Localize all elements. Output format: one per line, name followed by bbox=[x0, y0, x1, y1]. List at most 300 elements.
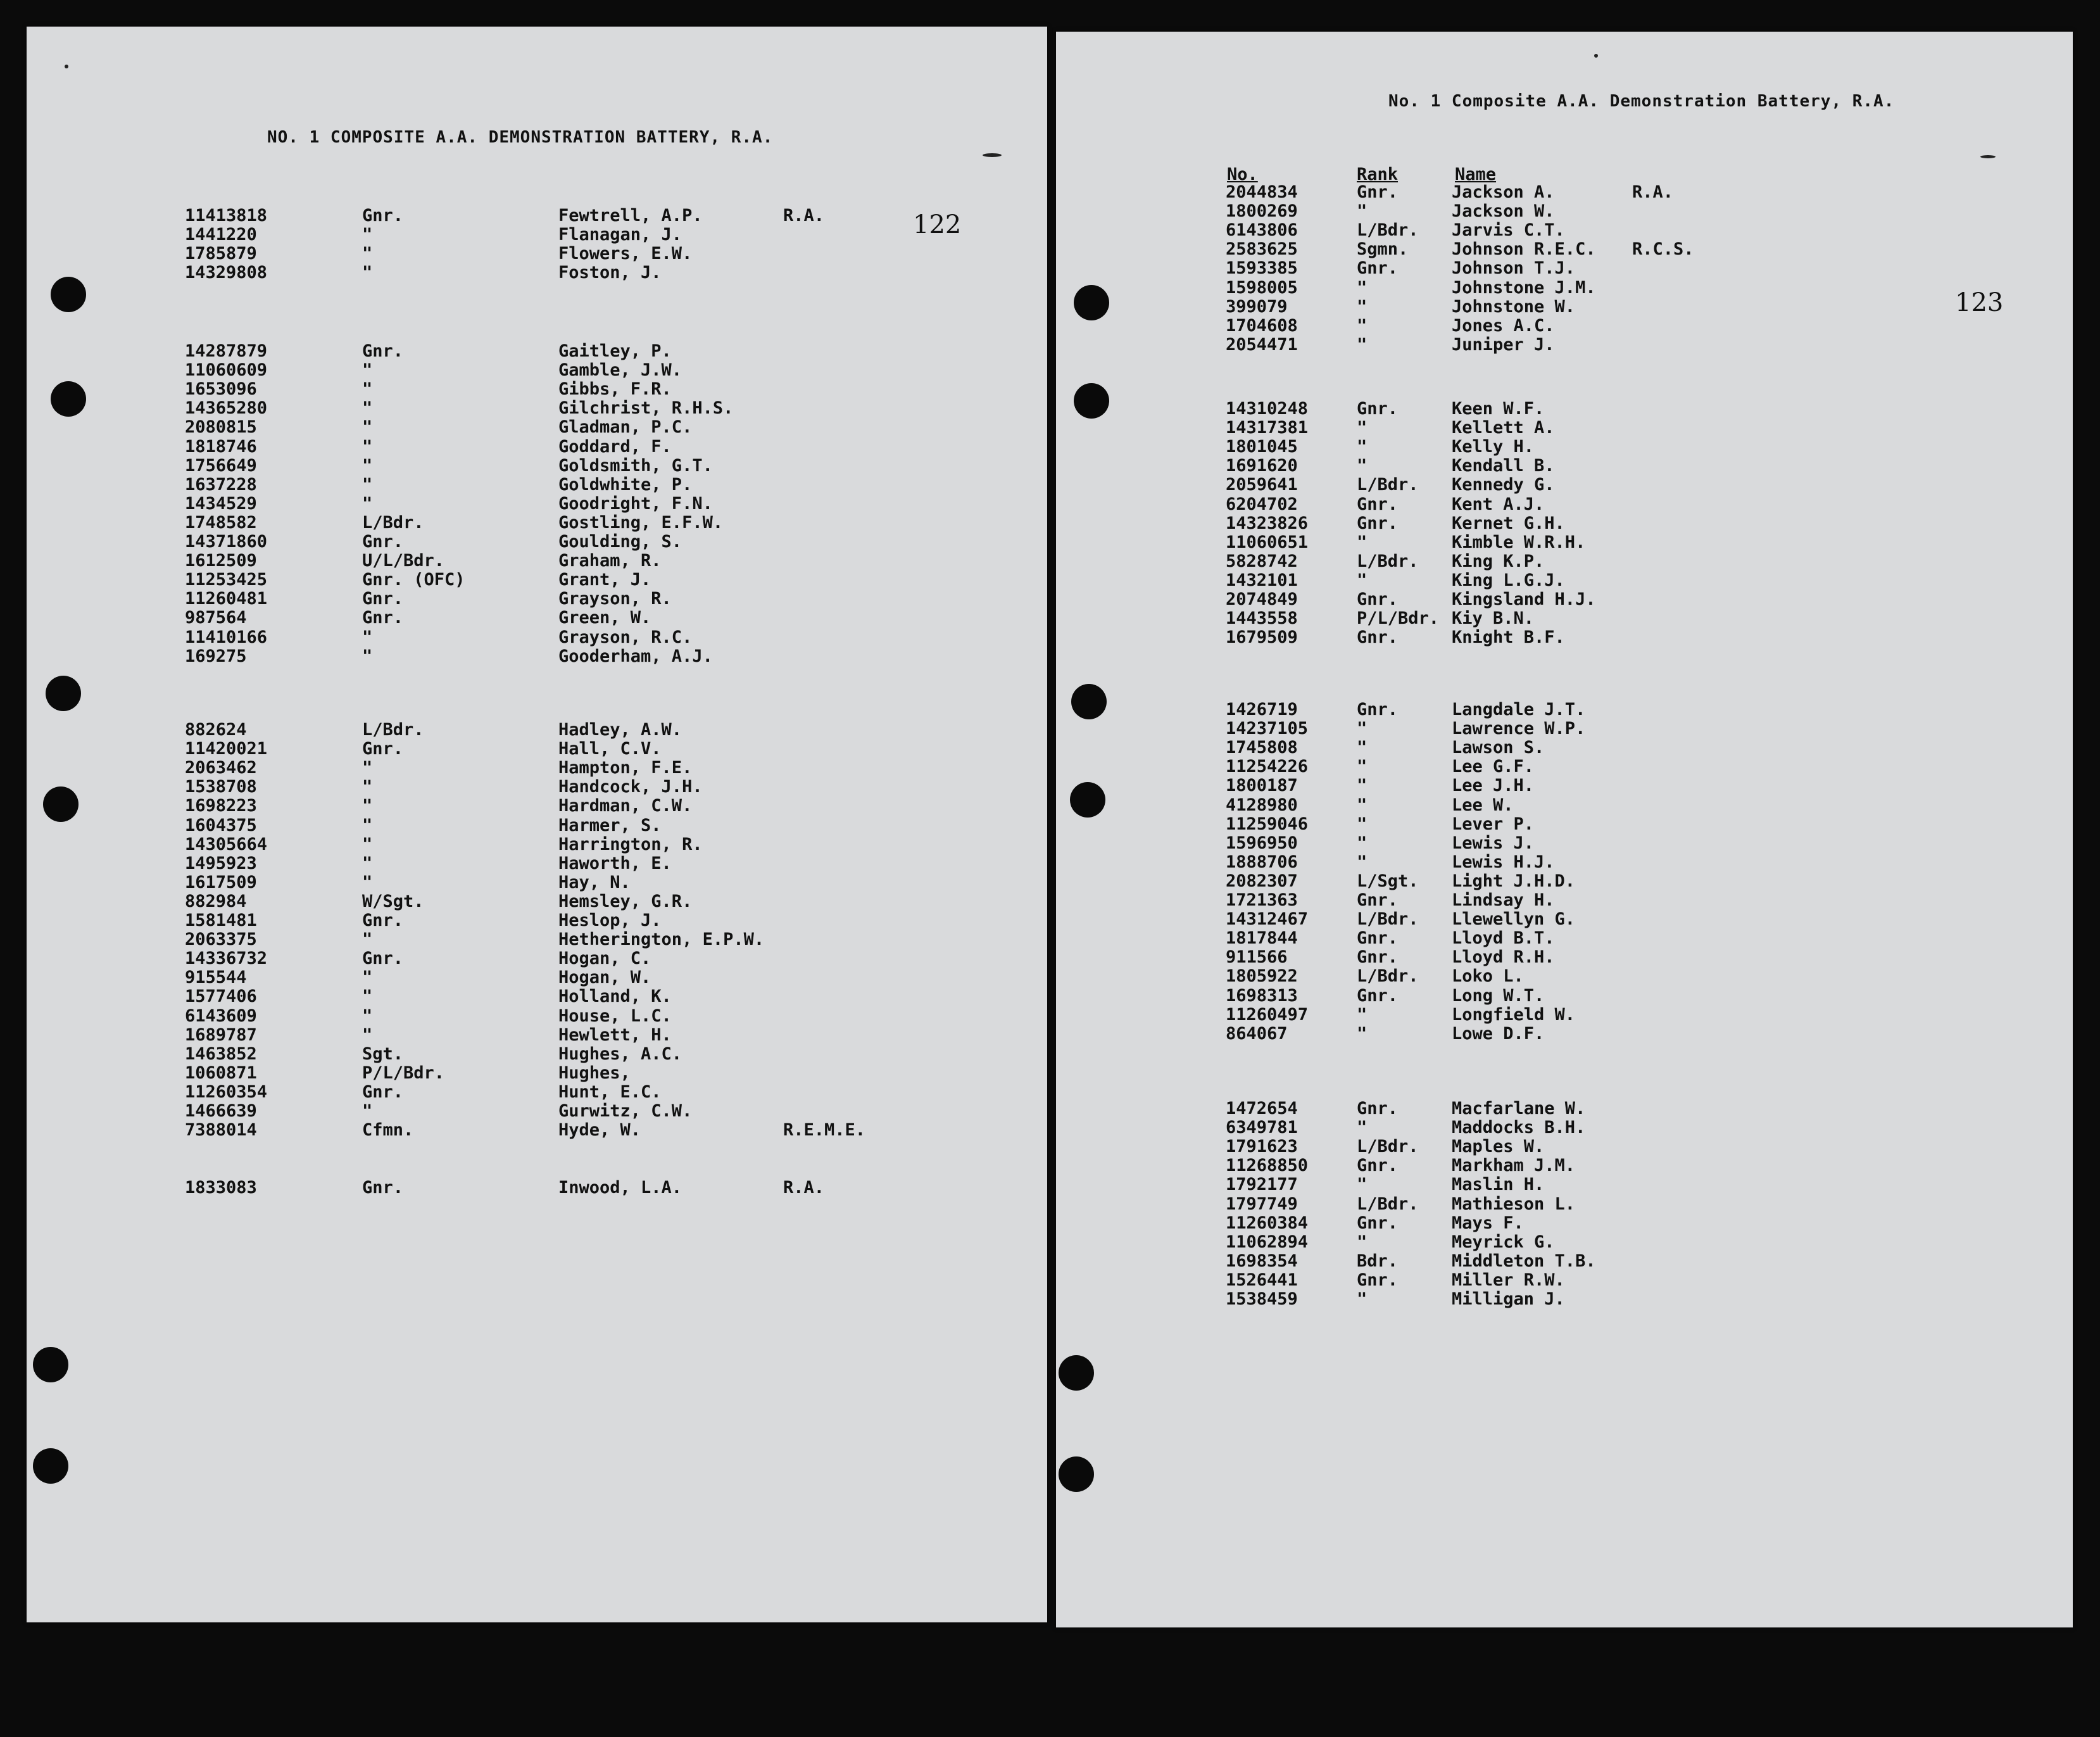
roster-row bbox=[1056, 609, 2069, 628]
roster-name: Keen W.F. bbox=[1452, 399, 1545, 419]
roster-no: 2080815 bbox=[185, 417, 257, 438]
roster-no: 14365280 bbox=[185, 398, 268, 419]
roster-row bbox=[27, 551, 1040, 570]
roster-no: 6204702 bbox=[1226, 494, 1298, 514]
roster-no: 1432101 bbox=[1226, 570, 1298, 590]
roster-name: Hunt, E.C. bbox=[558, 1082, 662, 1102]
roster-row bbox=[27, 379, 1040, 398]
roster-no: 1495923 bbox=[185, 853, 257, 873]
roster-row bbox=[27, 513, 1040, 532]
roster-rank: " bbox=[1357, 795, 1368, 815]
roster-row bbox=[27, 911, 1040, 930]
roster-row bbox=[1056, 890, 2069, 909]
roster-rank: " bbox=[1357, 852, 1368, 872]
roster-rank: L/Bdr. bbox=[1357, 1194, 1419, 1214]
roster-no: 14305664 bbox=[185, 834, 268, 854]
roster-no: 11268850 bbox=[1226, 1156, 1309, 1176]
roster-no: 1791623 bbox=[1226, 1137, 1298, 1157]
roster-name: Johnstone W. bbox=[1452, 296, 1576, 317]
roster-no: 2082307 bbox=[1226, 871, 1298, 891]
roster-name: Mays F. bbox=[1452, 1213, 1524, 1233]
roster-name: Meyrick G. bbox=[1452, 1232, 1555, 1252]
roster-name: Flanagan, J. bbox=[558, 225, 682, 245]
roster-name: Holland, K. bbox=[558, 987, 672, 1007]
left-page bbox=[27, 27, 1047, 1622]
roster-rank: Gnr. bbox=[1357, 985, 1399, 1006]
roster-no: 1785879 bbox=[185, 244, 257, 264]
roster-no: 2074849 bbox=[1226, 590, 1298, 609]
roster-rank: " bbox=[362, 436, 373, 457]
roster-rank: " bbox=[1357, 757, 1368, 777]
roster-rank: " bbox=[362, 777, 373, 797]
roster-rank: " bbox=[1357, 296, 1368, 317]
roster-rank: Gnr. bbox=[1357, 1156, 1399, 1176]
roster-row bbox=[1056, 738, 2069, 757]
roster-rank: " bbox=[1357, 833, 1368, 853]
roster-name: Johnstone J.M. bbox=[1452, 277, 1596, 298]
roster-name: Hyde, W. bbox=[558, 1120, 641, 1140]
roster-rank: " bbox=[1357, 201, 1368, 222]
roster-no: 1679509 bbox=[1226, 628, 1298, 648]
roster-row bbox=[1056, 552, 2069, 571]
roster-row bbox=[27, 892, 1040, 911]
roster-name: Kellett A. bbox=[1452, 418, 1555, 438]
roster-no: 2059641 bbox=[1226, 475, 1298, 495]
roster-rank: Cfmn. bbox=[362, 1120, 414, 1140]
roster-name: Harrington, R. bbox=[558, 834, 703, 854]
roster-rank: " bbox=[362, 417, 373, 438]
roster-name: Inwood, L.A. bbox=[558, 1178, 682, 1197]
roster-no: 5828742 bbox=[1226, 551, 1298, 571]
roster-rank: " bbox=[362, 987, 373, 1007]
roster-row bbox=[27, 796, 1040, 815]
roster-rank: Gnr. bbox=[362, 949, 404, 969]
roster-row bbox=[1056, 335, 2069, 354]
roster-name: Hewlett, H. bbox=[558, 1025, 672, 1045]
roster-no: 11410166 bbox=[185, 627, 268, 647]
roster-no: 1526441 bbox=[1226, 1270, 1298, 1290]
roster-name: Hogan, C. bbox=[558, 949, 651, 969]
roster-name: Lever P. bbox=[1452, 814, 1535, 834]
roster-name: Kiy B.N. bbox=[1452, 609, 1535, 629]
roster-rank: " bbox=[362, 244, 373, 264]
roster-rank: Gnr. bbox=[1357, 399, 1399, 419]
roster-rank: " bbox=[362, 815, 373, 835]
roster-rank: U/L/Bdr. bbox=[362, 551, 445, 571]
roster-row bbox=[1056, 571, 2069, 590]
roster-no: 1593385 bbox=[1226, 258, 1298, 279]
roster-unit: R.A. bbox=[783, 206, 825, 225]
roster-rank: Gnr. bbox=[1357, 1270, 1399, 1290]
roster-row bbox=[27, 570, 1040, 589]
roster-name: Kelly H. bbox=[1452, 437, 1535, 457]
roster-row bbox=[1056, 909, 2069, 928]
roster-row bbox=[1056, 418, 2069, 437]
roster-rank: Sgt. bbox=[362, 1044, 404, 1064]
roster-rank: Gnr. bbox=[362, 206, 404, 225]
roster-name: Graham, R. bbox=[558, 551, 662, 571]
roster-row bbox=[27, 341, 1040, 360]
roster-rank: Gnr. bbox=[362, 341, 404, 361]
roster-no: 1801045 bbox=[1226, 437, 1298, 457]
roster-rank: " bbox=[362, 834, 373, 854]
roster-name: Knight B.F. bbox=[1452, 628, 1565, 648]
roster-name: Hall, C.V. bbox=[558, 739, 662, 759]
roster-name: Miller R.W. bbox=[1452, 1270, 1565, 1290]
roster-rank: Bdr. bbox=[1357, 1251, 1399, 1271]
roster-rank: Gnr. bbox=[362, 1082, 404, 1102]
roster-name: Kernet G.H. bbox=[1452, 513, 1565, 533]
roster-rank: " bbox=[362, 398, 373, 419]
roster-name: Kent A.J. bbox=[1452, 494, 1545, 514]
roster-row bbox=[1056, 1213, 2069, 1232]
roster-no: 915544 bbox=[185, 968, 247, 988]
roster-no: 1538708 bbox=[185, 777, 257, 797]
roster-row bbox=[27, 398, 1040, 417]
roster-no: 1691620 bbox=[1226, 456, 1298, 476]
roster-no: 1698223 bbox=[185, 796, 257, 816]
roster-row bbox=[27, 417, 1040, 436]
roster-name: Hogan, W. bbox=[558, 968, 651, 988]
roster-no: 1818746 bbox=[185, 436, 257, 457]
roster-row bbox=[27, 1101, 1040, 1120]
roster-rank: " bbox=[362, 646, 373, 666]
roster-row bbox=[1056, 1270, 2069, 1289]
roster-rank: " bbox=[362, 1006, 373, 1026]
roster-row bbox=[27, 1044, 1040, 1063]
roster-row bbox=[1056, 700, 2069, 719]
header-rank: Rank bbox=[1357, 165, 1399, 184]
roster-rank: Gnr. bbox=[362, 739, 404, 759]
roster-no: 11259046 bbox=[1226, 814, 1309, 834]
roster-name: Lawrence W.P. bbox=[1452, 719, 1586, 739]
roster-row bbox=[27, 1082, 1040, 1101]
roster-name: Jackson W. bbox=[1452, 201, 1555, 222]
roster-row bbox=[1056, 1156, 2069, 1175]
roster-name: Goodright, F.N. bbox=[558, 493, 713, 514]
roster-name: Macfarlane W. bbox=[1452, 1099, 1586, 1118]
roster-no: 11254226 bbox=[1226, 757, 1309, 777]
roster-no: 1598005 bbox=[1226, 277, 1298, 298]
roster-name: Kendall B. bbox=[1452, 456, 1555, 476]
header-no: No. bbox=[1227, 165, 1258, 184]
roster-name: Gurwitz, C.W. bbox=[558, 1101, 693, 1121]
roster-rank: " bbox=[1357, 456, 1368, 476]
roster-row bbox=[1056, 437, 2069, 456]
roster-rank: " bbox=[1357, 532, 1368, 552]
roster-rank: " bbox=[1357, 437, 1368, 457]
roster-name: Goulding, S. bbox=[558, 532, 682, 552]
roster-row bbox=[1056, 514, 2069, 533]
roster-rank: " bbox=[1357, 814, 1368, 834]
roster-rank: " bbox=[1357, 738, 1368, 758]
roster-rank: " bbox=[362, 1101, 373, 1121]
roster-no: 14371860 bbox=[185, 532, 268, 552]
punch-hole bbox=[46, 676, 81, 711]
roster-row bbox=[27, 475, 1040, 494]
punch-hole bbox=[51, 277, 86, 312]
roster-rank: " bbox=[1357, 418, 1368, 438]
roster-row bbox=[27, 206, 1040, 225]
roster-no: 882984 bbox=[185, 891, 247, 911]
roster-no: 1797749 bbox=[1226, 1194, 1298, 1214]
roster-name: Gibbs, F.R. bbox=[558, 379, 672, 400]
roster-no: 1612509 bbox=[185, 551, 257, 571]
roster-row bbox=[27, 494, 1040, 513]
roster-row bbox=[1056, 297, 2069, 316]
ink-speck bbox=[1594, 54, 1598, 58]
roster-name: Juniper J. bbox=[1452, 334, 1555, 355]
roster-rank: " bbox=[362, 796, 373, 816]
roster-row bbox=[27, 225, 1040, 244]
roster-name: Foston, J. bbox=[558, 263, 662, 283]
column-header-row bbox=[1056, 165, 2069, 184]
roster-row bbox=[1056, 456, 2069, 475]
roster-name: Markham J.M. bbox=[1452, 1156, 1576, 1176]
roster-row bbox=[1056, 1251, 2069, 1270]
roster-name: Mathieson L. bbox=[1452, 1194, 1576, 1214]
roster-rank: L/Bdr. bbox=[362, 512, 424, 533]
roster-name: Hetherington, E.P.W. bbox=[558, 930, 765, 950]
roster-name: Kennedy G. bbox=[1452, 475, 1555, 495]
roster-name: Middleton T.B. bbox=[1452, 1251, 1596, 1271]
roster-row bbox=[27, 244, 1040, 263]
roster-row bbox=[27, 835, 1040, 854]
roster-row bbox=[1056, 1289, 2069, 1308]
roster-row bbox=[1056, 1137, 2069, 1156]
roster-no: 1745808 bbox=[1226, 738, 1298, 758]
roster-name: Llewellyn G. bbox=[1452, 909, 1576, 930]
roster-row bbox=[1056, 871, 2069, 890]
roster-row bbox=[1056, 628, 2069, 647]
roster-no: 1604375 bbox=[185, 815, 257, 835]
roster-row bbox=[1056, 1099, 2069, 1118]
roster-name: Fewtrell, A.P. bbox=[558, 206, 703, 225]
roster-no: 1817844 bbox=[1226, 928, 1298, 949]
roster-rank: " bbox=[1357, 1289, 1368, 1309]
roster-row bbox=[1056, 966, 2069, 985]
roster-rank: " bbox=[362, 493, 373, 514]
roster-no: 11260497 bbox=[1226, 1004, 1309, 1025]
roster-rank: L/Bdr. bbox=[1357, 966, 1419, 987]
roster-name: Lloyd B.T. bbox=[1452, 928, 1555, 949]
roster-rank: " bbox=[1357, 776, 1368, 796]
roster-no: 1689787 bbox=[185, 1025, 257, 1045]
roster-name: House, L.C. bbox=[558, 1006, 672, 1026]
roster-row bbox=[27, 854, 1040, 873]
roster-name: Hughes, bbox=[558, 1063, 631, 1083]
roster-name: Gooderham, A.J. bbox=[558, 646, 713, 666]
roster-row bbox=[1056, 795, 2069, 814]
roster-no: 11062894 bbox=[1226, 1232, 1309, 1252]
ink-speck bbox=[65, 65, 68, 68]
roster-rank: Gnr. bbox=[362, 608, 404, 628]
roster-no: 2063375 bbox=[185, 930, 257, 950]
roster-name: Goldwhite, P. bbox=[558, 474, 693, 495]
roster-name: Lindsay H. bbox=[1452, 890, 1555, 910]
roster-no: 1466639 bbox=[185, 1101, 257, 1121]
roster-rank: Gnr. bbox=[1357, 513, 1399, 533]
roster-no: 6143806 bbox=[1226, 220, 1298, 241]
roster-no: 1581481 bbox=[185, 911, 257, 930]
roster-rank: Gnr. bbox=[1357, 928, 1399, 949]
roster-name: Hemsley, G.R. bbox=[558, 891, 693, 911]
roster-no: 169275 bbox=[185, 646, 247, 666]
roster-no: 399079 bbox=[1226, 296, 1288, 317]
roster-rank: " bbox=[1357, 719, 1368, 739]
roster-rank: Gnr. bbox=[1357, 890, 1399, 910]
roster-name: Green, W. bbox=[558, 608, 651, 628]
roster-row bbox=[27, 1025, 1040, 1044]
roster-name: Milligan J. bbox=[1452, 1289, 1565, 1309]
roster-no: 2583625 bbox=[1226, 239, 1298, 260]
roster-row bbox=[1056, 928, 2069, 947]
roster-rank: P/L/Bdr. bbox=[1357, 609, 1440, 629]
roster-no: 1060871 bbox=[185, 1063, 257, 1083]
roster-name: Hay, N. bbox=[558, 872, 631, 892]
roster-rank: L/Bdr. bbox=[1357, 475, 1419, 495]
roster-name: Haworth, E. bbox=[558, 853, 672, 873]
roster-no: 1800269 bbox=[1226, 201, 1298, 222]
roster-no: 1426719 bbox=[1226, 700, 1298, 719]
roster-no: 14312467 bbox=[1226, 909, 1309, 930]
roster-rank: Gnr. bbox=[362, 589, 404, 609]
roster-rank: " bbox=[1357, 1175, 1368, 1195]
roster-rank: P/L/Bdr. bbox=[362, 1063, 445, 1083]
roster-name: Lawson S. bbox=[1452, 738, 1545, 758]
roster-row bbox=[1056, 776, 2069, 795]
roster-unit: R.A. bbox=[1632, 182, 1674, 202]
roster-name: Longfield W. bbox=[1452, 1004, 1576, 1025]
roster-row bbox=[1056, 1194, 2069, 1213]
roster-name: Heslop, J. bbox=[558, 911, 662, 930]
roster-rank: " bbox=[362, 853, 373, 873]
roster-no: 6349781 bbox=[1226, 1118, 1298, 1138]
roster-rank: L/Bdr. bbox=[1357, 220, 1419, 241]
roster-row bbox=[1056, 1005, 2069, 1024]
roster-no: 11260481 bbox=[185, 589, 268, 609]
roster-name: Maslin H. bbox=[1452, 1175, 1545, 1195]
left-page-title: NO. 1 COMPOSITE A.A. DEMONSTRATION BATTERY, R.A. bbox=[267, 128, 774, 147]
roster-row bbox=[27, 628, 1040, 647]
roster-no: 11260384 bbox=[1226, 1213, 1309, 1233]
roster-row bbox=[27, 532, 1040, 551]
ink-speck bbox=[983, 153, 1002, 157]
roster-rank: Gnr. bbox=[1357, 182, 1399, 202]
roster-name: King L.G.J. bbox=[1452, 570, 1565, 590]
left-page-number: 122 bbox=[913, 210, 962, 239]
roster-no: 1721363 bbox=[1226, 890, 1298, 910]
roster-row bbox=[27, 360, 1040, 379]
roster-row bbox=[27, 930, 1040, 949]
roster-no: 1800187 bbox=[1226, 776, 1298, 796]
roster-row bbox=[1056, 399, 2069, 418]
roster-no: 1577406 bbox=[185, 987, 257, 1007]
roster-row bbox=[27, 456, 1040, 475]
punch-hole bbox=[33, 1448, 68, 1484]
roster-no: 1833083 bbox=[185, 1178, 257, 1197]
roster-unit: R.E.M.E. bbox=[783, 1120, 866, 1140]
roster-row bbox=[1056, 719, 2069, 738]
roster-row bbox=[27, 1178, 1040, 1197]
roster-row bbox=[1056, 986, 2069, 1005]
roster-rank: L/Bdr. bbox=[362, 720, 424, 740]
ink-speck bbox=[1980, 155, 1996, 158]
roster-row bbox=[27, 647, 1040, 666]
roster-rank: " bbox=[1357, 277, 1368, 298]
punch-hole bbox=[1059, 1456, 1094, 1492]
roster-rank: W/Sgt. bbox=[362, 891, 424, 911]
roster-rank: Gnr. bbox=[1357, 1099, 1399, 1118]
roster-row bbox=[1056, 814, 2069, 833]
roster-name: Johnson T.J. bbox=[1452, 258, 1576, 279]
roster-row bbox=[1056, 258, 2069, 277]
roster-rank: Gnr. bbox=[1357, 700, 1399, 719]
roster-name: Flowers, E.W. bbox=[558, 244, 693, 264]
roster-row bbox=[27, 608, 1040, 627]
roster-no: 882624 bbox=[185, 720, 247, 740]
roster-no: 14317381 bbox=[1226, 418, 1309, 438]
roster-row bbox=[1056, 495, 2069, 514]
roster-row bbox=[27, 720, 1040, 739]
roster-row bbox=[27, 987, 1040, 1006]
roster-row bbox=[27, 1006, 1040, 1025]
roster-no: 1617509 bbox=[185, 872, 257, 892]
roster-row bbox=[1056, 201, 2069, 220]
roster-no: 11420021 bbox=[185, 739, 268, 759]
roster-name: Jarvis C.T. bbox=[1452, 220, 1565, 241]
roster-name: Gladman, P.C. bbox=[558, 417, 693, 438]
roster-rank: Sgmn. bbox=[1357, 239, 1409, 260]
right-page-title: No. 1 Composite A.A. Demonstration Battery, R.A. bbox=[1388, 92, 1895, 111]
roster-row bbox=[1056, 475, 2069, 494]
roster-no: 1888706 bbox=[1226, 852, 1298, 872]
roster-no: 11260354 bbox=[185, 1082, 268, 1102]
roster-no: 11253425 bbox=[185, 570, 268, 590]
roster-rank: " bbox=[362, 360, 373, 381]
roster-no: 987564 bbox=[185, 608, 247, 628]
roster-no: 14287879 bbox=[185, 341, 268, 361]
roster-no: 1704608 bbox=[1226, 315, 1298, 336]
roster-no: 864067 bbox=[1226, 1023, 1288, 1044]
roster-name: Gaitley, P. bbox=[558, 341, 672, 361]
roster-rank: " bbox=[362, 455, 373, 476]
header-name: Name bbox=[1455, 165, 1497, 184]
roster-no: 1637228 bbox=[185, 474, 257, 495]
roster-name: King K.P. bbox=[1452, 551, 1545, 571]
roster-no: 14329808 bbox=[185, 263, 268, 283]
roster-name: Lloyd R.H. bbox=[1452, 947, 1555, 968]
roster-row bbox=[1056, 1175, 2069, 1194]
right-page-number: 123 bbox=[1955, 288, 2004, 317]
roster-no: 1653096 bbox=[185, 379, 257, 400]
roster-rank: Gnr. bbox=[1357, 1213, 1399, 1233]
punch-hole bbox=[33, 1347, 68, 1382]
roster-name: Grayson, R.C. bbox=[558, 627, 693, 647]
roster-no: 1434529 bbox=[185, 493, 257, 514]
roster-name: Gamble, J.W. bbox=[558, 360, 682, 381]
roster-row bbox=[27, 949, 1040, 968]
roster-rank: " bbox=[1357, 570, 1368, 590]
roster-unit: R.A. bbox=[783, 1178, 825, 1197]
roster-no: 11413818 bbox=[185, 206, 268, 225]
roster-row bbox=[27, 263, 1040, 282]
roster-rank: Gnr. bbox=[362, 532, 404, 552]
roster-row bbox=[1056, 533, 2069, 552]
roster-no: 1443558 bbox=[1226, 609, 1298, 629]
roster-name: Lee W. bbox=[1452, 795, 1514, 815]
roster-name: Langdale J.T. bbox=[1452, 700, 1586, 719]
